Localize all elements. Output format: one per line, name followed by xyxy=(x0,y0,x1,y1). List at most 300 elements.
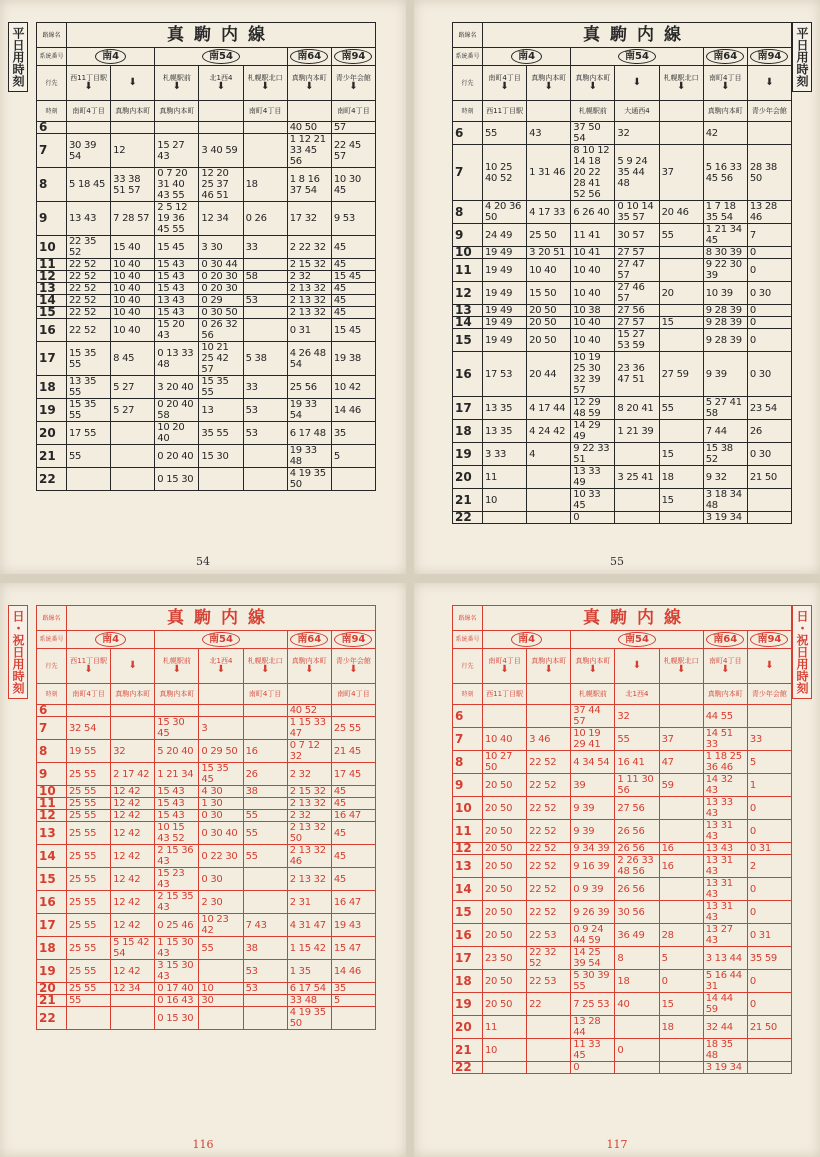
destination-text: 青少年会館 xyxy=(751,690,787,698)
arrow-down-icon: ⬇ xyxy=(676,81,686,92)
departure-minutes: 3 xyxy=(201,722,208,734)
departure-minutes: 4 30 xyxy=(201,786,223,797)
destination-text: 札幌駅北口 xyxy=(663,657,699,665)
hour-label: 9 xyxy=(39,766,48,781)
destination-text: 西11丁目駅 xyxy=(70,657,108,665)
departure-minutes: 35 xyxy=(333,427,346,439)
destination-text: 札幌駅前 xyxy=(162,74,191,82)
system-row xyxy=(453,631,792,649)
departure-minutes: 3 15 30 43 xyxy=(157,960,194,982)
departure-minutes: 45 xyxy=(333,259,346,270)
timetable-row xyxy=(453,993,792,1016)
departure-minutes: 5 27 41 58 xyxy=(705,397,742,419)
departure-minutes: 27 56 xyxy=(617,802,645,814)
hour-label: 16 xyxy=(455,927,472,942)
hour-label: 7 xyxy=(39,143,48,157)
route-number-badge: 南64 xyxy=(706,49,744,64)
departure-minutes: 24 49 xyxy=(485,229,513,241)
departure-minutes: 22 35 52 xyxy=(69,236,97,258)
departure-minutes: 0 xyxy=(749,975,756,987)
departure-minutes: 13 27 43 xyxy=(705,924,733,946)
route-number-badge: 南64 xyxy=(290,632,328,647)
departure-minutes: 19 49 xyxy=(485,247,513,258)
departure-minutes: 15 xyxy=(661,998,674,1010)
departure-minutes: 3 13 44 xyxy=(705,952,742,964)
departure-minutes: 1 15 42 xyxy=(289,942,326,954)
departure-minutes: 25 50 xyxy=(529,229,557,241)
departure-minutes: 1 21 39 xyxy=(617,425,654,437)
departure-minutes: 28 38 50 xyxy=(749,161,777,184)
system-row xyxy=(453,48,792,66)
arrow-down-icon: ⬇ xyxy=(84,664,93,675)
timetable-row xyxy=(453,797,792,820)
schedule-type-label: 平日用時刻 xyxy=(792,22,812,92)
departure-minutes: 13 35 xyxy=(485,425,513,437)
departure-minutes: 18 35 48 xyxy=(705,1039,733,1061)
departure-minutes: 4 26 48 54 xyxy=(289,347,326,370)
destination-row xyxy=(453,66,792,101)
departure-minutes: 17 45 xyxy=(333,768,361,780)
departure-minutes: 4 24 42 xyxy=(529,425,566,437)
hour-label: 21 xyxy=(39,993,56,1007)
departure-minutes: 20 50 xyxy=(485,779,513,791)
hour-label: 11 xyxy=(39,257,56,271)
timetable-row xyxy=(37,283,376,295)
page-number: 54 xyxy=(196,555,210,568)
hour-label: 22 xyxy=(39,471,56,486)
destination-text: 青少年会館 xyxy=(335,74,371,82)
timetable-row xyxy=(453,774,792,797)
departure-minutes: 0 xyxy=(749,247,756,258)
timetable-row xyxy=(453,329,792,352)
hour-label: 8 xyxy=(39,177,48,191)
departure-minutes: 25 55 xyxy=(69,919,97,931)
departure-minutes: 38 xyxy=(245,786,258,797)
departure-minutes: 10 41 xyxy=(573,247,601,258)
system-row xyxy=(37,48,376,66)
arrow-down-icon: ⬇ xyxy=(721,81,730,92)
hour-label: 8 xyxy=(455,754,464,769)
departure-minutes: 3 33 xyxy=(485,448,507,460)
timetable-row xyxy=(453,420,792,443)
departure-minutes: 2 15 32 xyxy=(289,259,326,270)
departure-minutes: 22 52 xyxy=(69,271,97,282)
departure-minutes: 0 22 30 xyxy=(201,850,238,862)
departure-minutes: 55 xyxy=(617,733,630,745)
departure-minutes: 5 15 42 54 xyxy=(113,937,150,959)
hour-label: 17 xyxy=(455,950,472,965)
route-title: 真駒内線 xyxy=(583,24,691,45)
departure-minutes: 2 32 xyxy=(289,810,311,821)
departure-minutes: 27 56 xyxy=(617,305,645,316)
arrow-down-icon: ⬇ xyxy=(216,664,226,675)
destination-text: 札幌駅前 xyxy=(578,107,607,115)
departure-minutes: 55 xyxy=(201,942,214,954)
departure-minutes: 33 xyxy=(245,241,258,253)
departure-minutes: 0 9 24 44 59 xyxy=(573,924,604,946)
departure-minutes: 12 42 xyxy=(113,896,141,908)
departure-minutes: 22 52 xyxy=(529,825,557,837)
departure-minutes: 15 43 xyxy=(157,798,185,809)
departure-minutes: 40 xyxy=(617,998,630,1010)
departure-minutes: 19 49 xyxy=(485,305,513,316)
destination-text: 真駒内本町 xyxy=(707,690,743,698)
departure-minutes: 5 27 xyxy=(113,404,135,416)
departure-minutes: 42 xyxy=(705,127,718,139)
hour-label: 11 xyxy=(455,262,472,277)
departure-minutes: 12 42 xyxy=(113,919,141,931)
departure-minutes: 3 46 xyxy=(529,733,551,745)
timetable-row xyxy=(37,740,376,763)
departure-minutes: 2 26 33 48 56 xyxy=(617,855,654,877)
hour-label: 6 xyxy=(39,703,48,717)
route-label: 路線名 xyxy=(42,614,61,622)
departure-minutes: 10 xyxy=(201,983,214,994)
departure-minutes: 40 50 xyxy=(289,122,317,133)
departure-minutes: 10 40 xyxy=(113,259,141,270)
timetable-row xyxy=(37,798,376,810)
departure-minutes: 0 20 30 xyxy=(201,271,238,282)
departure-minutes: 10 19 29 41 xyxy=(573,728,601,750)
departure-minutes: 44 55 xyxy=(705,710,733,722)
departure-minutes: 0 xyxy=(749,305,756,316)
departure-minutes: 21 50 xyxy=(749,1021,777,1033)
destination-row xyxy=(37,684,376,705)
system-label: 系統番号 xyxy=(39,636,64,643)
departure-minutes: 15 45 xyxy=(333,324,361,336)
departure-minutes: 0 17 40 xyxy=(157,983,194,994)
departure-minutes: 0 30 xyxy=(201,873,223,885)
route-title: 真駒内線 xyxy=(167,24,275,45)
arrow-down-icon: ⬇ xyxy=(588,664,598,675)
departure-minutes: 26 xyxy=(245,768,258,780)
hour-label: 15 xyxy=(39,871,56,886)
departure-minutes: 10 39 xyxy=(705,287,733,299)
departure-minutes: 0 xyxy=(661,975,668,987)
departure-minutes: 0 9 39 xyxy=(573,883,604,895)
timetable-row xyxy=(453,443,792,466)
departure-minutes: 22 52 xyxy=(69,259,97,270)
departure-minutes: 30 56 xyxy=(617,906,645,918)
departure-minutes: 1 15 30 43 xyxy=(157,937,194,959)
departure-minutes: 19 33 54 xyxy=(289,399,317,421)
departure-minutes: 33 38 51 57 xyxy=(113,173,141,196)
destination-text: 札幌駅北口 xyxy=(247,657,283,665)
departure-minutes: 0 xyxy=(749,317,756,328)
destination-text: 南町4丁目 xyxy=(488,657,521,665)
departure-minutes: 30 xyxy=(201,995,214,1006)
departure-minutes: 6 17 54 xyxy=(289,983,326,994)
departure-minutes: 55 xyxy=(661,402,674,414)
departure-minutes: 8 45 xyxy=(113,353,135,364)
departure-minutes: 16 xyxy=(245,745,258,757)
departure-minutes: 0 15 30 xyxy=(157,473,194,485)
departure-minutes: 45 xyxy=(333,241,346,253)
departure-minutes: 0 xyxy=(749,906,756,918)
departure-minutes: 9 53 xyxy=(333,213,355,224)
departure-minutes: 5 18 45 xyxy=(69,179,106,190)
schedule-type-label: 日・祝日用時刻 xyxy=(792,605,812,699)
departure-minutes: 22 52 xyxy=(69,283,97,294)
arrow-down-icon: ⬇ xyxy=(305,664,314,675)
timetable-row xyxy=(453,512,792,524)
departure-minutes: 0 xyxy=(749,334,756,346)
departure-minutes: 5 16 33 45 56 xyxy=(705,161,742,184)
timetable-row xyxy=(37,868,376,891)
hour-label: 9 xyxy=(455,227,464,242)
arrow-down-icon: ⬇ xyxy=(305,81,314,92)
departure-minutes: 12 34 xyxy=(201,213,229,224)
departure-minutes: 12 xyxy=(113,145,126,156)
departure-minutes: 19 43 xyxy=(333,919,361,931)
destination-text: 札幌駅前 xyxy=(578,690,607,698)
departure-minutes: 1 35 xyxy=(289,965,311,977)
timetable-row xyxy=(37,810,376,822)
timetable-row xyxy=(453,305,792,317)
departure-minutes: 10 40 xyxy=(485,733,513,745)
departure-minutes: 15 xyxy=(661,448,674,460)
timetable-row xyxy=(37,937,376,960)
departure-minutes: 0 xyxy=(573,1062,580,1073)
departure-minutes: 4 17 44 xyxy=(529,402,566,414)
timetable-row xyxy=(453,224,792,247)
departure-minutes: 22 52 xyxy=(529,906,557,918)
departure-minutes: 3 25 41 xyxy=(617,471,654,483)
departure-minutes: 14 29 49 xyxy=(573,420,601,442)
destination-text: 大通西4 xyxy=(624,107,650,115)
arrow-down-icon: ⬇ xyxy=(544,81,553,92)
departure-minutes: 22 53 xyxy=(529,929,557,941)
destination-label: 行先 xyxy=(461,79,474,87)
timetable-row xyxy=(453,878,792,901)
departure-minutes: 15 20 43 xyxy=(157,319,185,341)
hour-label: 16 xyxy=(39,894,56,909)
departure-minutes: 5 xyxy=(749,756,756,768)
departure-minutes: 55 xyxy=(245,850,258,862)
route-number-badge: 南4 xyxy=(511,632,542,647)
departure-minutes: 32 44 xyxy=(705,1021,733,1033)
destination-text: 西11丁目駅 xyxy=(70,74,108,82)
departure-minutes: 45 xyxy=(333,786,346,797)
departure-minutes: 14 46 xyxy=(333,404,361,416)
departure-minutes: 0 30 40 xyxy=(201,827,238,839)
departure-minutes: 16 xyxy=(661,860,674,872)
departure-minutes: 3 20 40 xyxy=(157,381,194,393)
timetable-row xyxy=(453,1062,792,1074)
departure-minutes: 13 28 46 xyxy=(749,201,777,223)
departure-minutes: 9 39 xyxy=(705,368,727,380)
departure-minutes: 15 30 xyxy=(201,450,229,462)
departure-minutes: 11 41 xyxy=(573,229,601,241)
departure-minutes: 12 42 xyxy=(113,827,141,839)
departure-minutes: 22 52 xyxy=(69,324,97,336)
departure-minutes: 10 40 xyxy=(113,283,141,294)
departure-minutes: 14 25 39 54 xyxy=(573,947,601,969)
departure-minutes: 0 20 40 58 xyxy=(157,399,194,421)
hour-label: 15 xyxy=(39,305,56,319)
departure-minutes: 13 43 xyxy=(69,213,97,224)
hour-label: 22 xyxy=(455,1060,472,1074)
departure-minutes: 20 50 xyxy=(485,883,513,895)
departure-minutes: 14 51 33 xyxy=(705,728,733,750)
timetable-row xyxy=(37,717,376,740)
hour-label: 12 xyxy=(455,841,472,855)
departure-minutes: 40 52 xyxy=(289,705,317,716)
destination-text: 北1西4 xyxy=(209,74,233,82)
departure-minutes: 53 xyxy=(245,427,258,439)
departure-minutes: 18 xyxy=(245,179,258,190)
departure-minutes: 10 40 xyxy=(573,334,601,346)
departure-minutes: 2 15 36 43 xyxy=(157,845,194,867)
departure-minutes: 0 xyxy=(573,512,580,523)
system-label: 系統番号 xyxy=(455,53,480,60)
departure-minutes: 0 31 xyxy=(749,843,771,854)
timetable-row xyxy=(37,259,376,271)
timetable-row xyxy=(453,489,792,512)
departure-minutes: 20 44 xyxy=(529,368,557,380)
departure-minutes: 15 43 xyxy=(157,259,185,270)
departure-minutes: 12 42 xyxy=(113,965,141,977)
departure-minutes: 20 50 xyxy=(485,929,513,941)
departure-minutes: 18 xyxy=(617,975,630,987)
departure-minutes: 15 38 52 xyxy=(705,443,733,465)
timetable xyxy=(36,605,376,1030)
destination-text: 真駒内本町 xyxy=(575,657,611,665)
departure-minutes: 20 50 xyxy=(485,825,513,837)
arrow-down-icon: ⬇ xyxy=(349,664,358,675)
destination-text: 真駒内本町 xyxy=(707,107,743,115)
departure-minutes: 12 42 xyxy=(113,810,141,821)
destination-text: 南町4丁目 xyxy=(337,107,370,115)
departure-minutes: 22 52 xyxy=(529,843,557,854)
timetable-frame xyxy=(36,605,376,1127)
timetable-row xyxy=(453,282,792,305)
departure-minutes: 22 52 xyxy=(529,756,557,768)
route-number-badge: 南4 xyxy=(511,49,542,64)
departure-minutes: 38 xyxy=(245,942,258,954)
destination-text: 南町4丁目 xyxy=(337,690,370,698)
departure-minutes: 37 44 57 xyxy=(573,705,601,727)
departure-minutes: 25 55 xyxy=(69,786,97,797)
timetable-row xyxy=(37,705,376,717)
departure-minutes: 15 45 xyxy=(157,241,185,253)
arrow-down-icon: ⬇ xyxy=(544,664,553,675)
hour-label: 13 xyxy=(455,858,472,873)
timetable-row xyxy=(453,820,792,843)
departure-minutes: 9 39 xyxy=(573,825,595,837)
departure-minutes: 10 33 45 xyxy=(573,489,601,511)
departure-minutes: 4 17 33 xyxy=(529,206,566,218)
departure-minutes: 0 7 20 31 40 43 55 xyxy=(157,168,188,201)
timetable-row xyxy=(37,960,376,983)
departure-minutes: 10 40 xyxy=(573,287,601,299)
departure-minutes: 2 15 35 43 xyxy=(157,891,194,913)
departure-minutes: 1 21 34 xyxy=(157,768,194,780)
departure-minutes: 27 59 xyxy=(661,368,689,380)
time-label: 時刻 xyxy=(45,690,58,698)
departure-minutes: 2 5 12 19 36 45 55 xyxy=(157,202,188,235)
departure-minutes: 22 52 xyxy=(529,802,557,814)
hour-label: 21 xyxy=(455,1042,472,1057)
timetable-frame xyxy=(36,22,376,544)
schedule-type-label: 日・祝日用時刻 xyxy=(8,605,28,699)
departure-minutes: 15 43 xyxy=(157,283,185,294)
departure-minutes: 2 13 32 xyxy=(289,798,326,809)
departure-minutes: 13 31 43 xyxy=(705,878,733,900)
departure-minutes: 1 31 46 xyxy=(529,167,566,178)
hour-label: 13 xyxy=(39,825,56,840)
timetable-row xyxy=(37,202,376,236)
hour-label: 8 xyxy=(39,743,48,758)
timetable-row xyxy=(37,376,376,399)
departure-minutes: 4 19 35 50 xyxy=(289,468,326,490)
arrow-down-icon: ⬇ xyxy=(721,664,730,675)
departure-minutes: 2 13 32 xyxy=(289,283,326,294)
departure-minutes: 15 35 55 xyxy=(201,376,229,398)
departure-minutes: 10 40 xyxy=(113,271,141,282)
timetable xyxy=(36,22,376,491)
departure-minutes: 45 xyxy=(333,827,346,839)
hour-label: 14 xyxy=(455,881,472,896)
departure-minutes: 2 32 xyxy=(289,271,311,282)
departure-minutes: 4 34 54 xyxy=(573,756,610,768)
timetable-row xyxy=(37,342,376,376)
timetable-row xyxy=(453,901,792,924)
arrow-down-icon: ⬇ xyxy=(588,81,598,92)
departure-minutes: 0 30 xyxy=(201,810,223,821)
hour-label: 14 xyxy=(455,315,472,329)
departure-minutes: 5 9 24 35 44 48 xyxy=(617,156,648,189)
arrow-down-icon: ⬇ xyxy=(676,664,686,675)
departure-minutes: 26 56 xyxy=(617,883,645,895)
departure-minutes: 15 xyxy=(661,317,674,328)
timetable-row xyxy=(453,466,792,489)
timetable-row xyxy=(453,843,792,855)
hour-label: 13 xyxy=(39,281,56,295)
departure-minutes: 3 30 xyxy=(201,241,223,253)
departure-minutes: 2 31 xyxy=(289,896,311,908)
hour-label: 7 xyxy=(455,731,464,746)
destination-text: 真駒内本町 xyxy=(159,107,195,115)
departure-minutes: 28 xyxy=(661,929,674,941)
departure-minutes: 3 18 34 48 xyxy=(705,489,742,511)
departure-minutes: 22 52 xyxy=(529,860,557,872)
departure-minutes: 15 43 xyxy=(157,271,185,282)
hour-label: 22 xyxy=(455,510,472,524)
route-row xyxy=(37,606,376,631)
departure-minutes: 25 55 xyxy=(69,850,97,862)
departure-minutes: 0 20 40 xyxy=(157,450,194,462)
departure-minutes: 20 50 xyxy=(529,317,557,328)
departure-minutes: 1 30 xyxy=(201,798,223,809)
departure-minutes: 25 55 xyxy=(69,827,97,839)
route-number-badge: 南94 xyxy=(750,49,788,64)
arrow-down-icon: ⬇ xyxy=(632,660,642,671)
arrow-down-icon: ⬇ xyxy=(765,660,774,671)
timetable-row xyxy=(453,705,792,728)
departure-minutes: 7 28 57 xyxy=(113,213,150,224)
timetable-row xyxy=(37,822,376,845)
hour-label: 7 xyxy=(39,720,48,735)
departure-minutes: 25 55 xyxy=(69,873,97,885)
departure-minutes: 13 xyxy=(201,404,214,416)
hour-label: 12 xyxy=(39,269,56,283)
departure-minutes: 10 23 42 xyxy=(201,914,229,936)
departure-minutes: 10 15 43 52 xyxy=(157,822,185,844)
departure-minutes: 12 34 xyxy=(113,983,141,994)
timetable-row xyxy=(453,728,792,751)
timetable-row xyxy=(37,307,376,319)
